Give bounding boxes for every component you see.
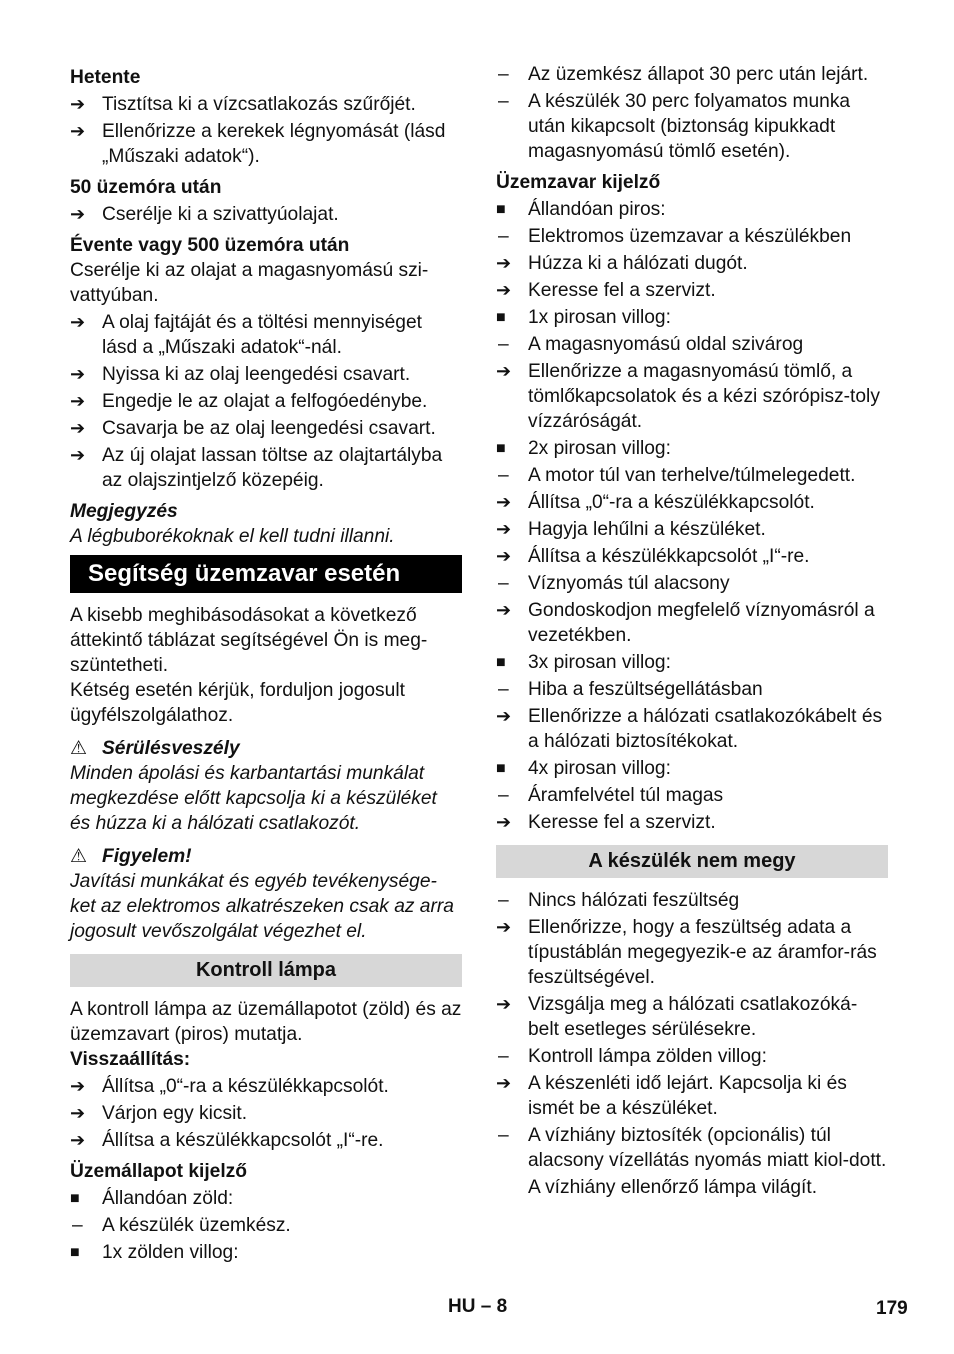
list-item xyxy=(70,1213,462,1238)
arrow-right-icon: ➔ xyxy=(496,519,512,539)
arrow-right-icon: ➔ xyxy=(70,94,86,114)
list-item-text: A motor túl van terhelve/túlmelegedett. xyxy=(528,465,856,486)
heading-status-display: Üzemállapot kijelző xyxy=(70,1161,247,1182)
list-item xyxy=(496,1071,888,1121)
list-reset xyxy=(70,1074,462,1153)
list-hetente xyxy=(70,92,462,169)
left-column xyxy=(70,60,462,1265)
heading-yearly: Évente vagy 500 üzemóra után xyxy=(70,235,350,256)
arrow-right-icon: ➔ xyxy=(70,391,86,411)
list-fault xyxy=(496,197,888,835)
list-item-text: Húzza ki a hálózati dugót. xyxy=(528,253,748,274)
list-item xyxy=(496,1044,888,1069)
list-item-text: Nincs hálózati feszültség xyxy=(528,890,740,911)
list-item-text: Állítsa „0“-ra a készülékkapcsolót. xyxy=(528,492,815,513)
warning-attention xyxy=(70,844,462,869)
list-item-text: Nyissa ki az olaj leengedési csavart. xyxy=(102,364,411,385)
list-status xyxy=(70,1186,462,1265)
paragraph-yearly: Cserélje ki az olajat a magasnyomású szi-vattyúban. xyxy=(70,260,429,306)
arrow-right-icon: ➔ xyxy=(70,445,86,465)
list-item xyxy=(496,915,888,990)
warning-injury-title: Sérülésveszély xyxy=(102,738,240,759)
list-item-text: Keresse fel a szervizt. xyxy=(528,280,716,301)
list-item-text: Az üzemkész állapot 30 perc után lejárt. xyxy=(528,64,869,85)
warning-attention-title: Figyelem! xyxy=(102,846,192,867)
list-item-text: Csavarja be az olaj leengedési csavart. xyxy=(102,418,436,439)
list-item-text: Cserélje ki a szivattyúolajat. xyxy=(102,204,339,225)
dash-icon: – xyxy=(498,64,509,85)
list-item-text: A olaj fajtáját és a töltési mennyiséget lásd a „Műszaki adatok“-nál. xyxy=(102,312,422,358)
list-item xyxy=(496,650,888,675)
list-item xyxy=(70,1240,462,1265)
list-item-text: Víznyomás túl alacsony xyxy=(528,573,730,594)
list-item xyxy=(496,278,888,303)
list-item-text: Állítsa „0“-ra a készülékkapcsolót. xyxy=(102,1076,389,1097)
list-item-text: 3x pirosan villog: xyxy=(528,652,671,673)
warning-triangle-icon: ⚠ xyxy=(70,738,88,759)
square-bullet-icon: ■ xyxy=(496,760,506,777)
warning-injury-text: Minden ápolási és karbantartási munkálat megkezdése előtt kapcsolja ki a készüléket és húzza ki a hálózati csatlakozót. xyxy=(70,763,437,834)
list-item xyxy=(70,1128,462,1153)
arrow-right-icon: ➔ xyxy=(496,994,512,1014)
list-item-text: Állandóan zöld: xyxy=(102,1188,234,1209)
list-item-text: Kontroll lámpa zölden villog: xyxy=(528,1046,767,1067)
list-item xyxy=(496,197,888,222)
list-item xyxy=(496,810,888,835)
arrow-right-icon: ➔ xyxy=(70,1130,86,1150)
list-item xyxy=(70,443,462,493)
arrow-right-icon: ➔ xyxy=(496,492,512,512)
list-item xyxy=(496,1123,888,1173)
note-title: Megjegyzés xyxy=(70,501,178,522)
list-device-not-running xyxy=(496,888,888,1173)
arrow-right-icon: ➔ xyxy=(70,418,86,438)
list-item xyxy=(496,463,888,488)
list-item xyxy=(70,1186,462,1211)
list-item-text: Ellenőrizze, hogy a feszültség adata a típustáblán megegyezik-e az áramfor-rás feszültségével. xyxy=(528,917,877,988)
dash-icon: – xyxy=(72,1215,83,1236)
arrow-right-icon: ➔ xyxy=(70,1103,86,1123)
list-item xyxy=(496,598,888,648)
list-item-text: Gondoskodjon megfelelő víznyomásról a vezetékben. xyxy=(528,600,875,646)
list-item xyxy=(496,224,888,249)
list-item xyxy=(496,359,888,434)
dash-icon: – xyxy=(498,1046,509,1067)
list-item-text: 1x zölden villog: xyxy=(102,1242,239,1263)
list-item-text: Ellenőrizze a magasnyomású tömlő, a tömlőkapcsolatok és a kézi szórópisz-toly vízzáróságát. xyxy=(528,361,880,432)
dash-icon: – xyxy=(498,679,509,700)
warning-attention-text: Javítási munkákat és egyéb tevékenysége-ket az elektromos alkatrészeken csak az arra jogosult vevőszolgálat végezhet el. xyxy=(70,871,454,942)
list-item-text: Hagyja lehűlni a készüléket. xyxy=(528,519,766,540)
square-bullet-icon: ■ xyxy=(496,201,506,218)
list-item xyxy=(70,1074,462,1099)
dash-icon: – xyxy=(498,334,509,355)
arrow-right-icon: ➔ xyxy=(496,361,512,381)
arrow-right-icon: ➔ xyxy=(496,600,512,620)
list-item-text: 1x pirosan villog: xyxy=(528,307,671,328)
list-item xyxy=(70,92,462,117)
square-bullet-icon: ■ xyxy=(496,309,506,326)
list-item xyxy=(496,992,888,1042)
list-item xyxy=(496,436,888,461)
list-item-text: A készülék 30 perc folyamatos munka után kikapcsolt (biztonság kipukkadt magasnyomású tömlő esetén). xyxy=(528,91,851,162)
list-item-text: A készülék üzemkész. xyxy=(102,1215,291,1236)
heading-50-hours: 50 üzemóra után xyxy=(70,177,222,198)
list-item-text: Keresse fel a szervizt. xyxy=(528,812,716,833)
dash-icon: – xyxy=(498,91,509,112)
list-item xyxy=(496,490,888,515)
list-item-text: Állandóan piros: xyxy=(528,199,666,220)
list-item-text: Ellenőrizze a hálózati csatlakozókábelt és a hálózati biztosítékokat. xyxy=(528,706,883,752)
list-item xyxy=(70,389,462,414)
right-column xyxy=(496,60,888,1200)
intro-paragraph-1: A kisebb meghibásodásokat a következő áttekintő táblázat segítségével Ön is meg-szüntetheti. xyxy=(70,605,428,676)
list-item-text: Állítsa a készülékkapcsolót „I“-re. xyxy=(102,1130,384,1151)
arrow-right-icon: ➔ xyxy=(496,280,512,300)
warning-injury xyxy=(70,736,462,761)
arrow-right-icon: ➔ xyxy=(496,1073,512,1093)
square-bullet-icon: ■ xyxy=(70,1244,80,1261)
list-status-continued xyxy=(496,62,888,164)
control-lamp-text: A kontroll lámpa az üzemállapotot (zöld) és az üzemzavart (piros) mutatja. xyxy=(70,999,462,1045)
square-bullet-icon: ■ xyxy=(70,1190,80,1207)
section-title: Segítség üzemzavar esetén xyxy=(70,555,462,593)
arrow-right-icon: ➔ xyxy=(70,312,86,332)
list-item-text: Áramfelvétel túl magas xyxy=(528,785,724,806)
arrow-right-icon: ➔ xyxy=(70,121,86,141)
arrow-right-icon: ➔ xyxy=(496,706,512,726)
list-item xyxy=(70,119,462,169)
square-bullet-icon: ■ xyxy=(496,654,506,671)
arrow-right-icon: ➔ xyxy=(496,917,512,937)
list-item xyxy=(496,571,888,596)
list-item xyxy=(496,704,888,754)
list-item xyxy=(496,251,888,276)
list-50-hours xyxy=(70,202,462,227)
list-item-text: 2x pirosan villog: xyxy=(528,438,671,459)
list-item-text: Hiba a feszültségellátásban xyxy=(528,679,763,700)
list-item xyxy=(496,517,888,542)
list-item-text: Az új olajat lassan töltse az olajtartályba az olajszintjelző közepéig. xyxy=(102,445,443,491)
dash-icon: – xyxy=(498,573,509,594)
intro-paragraph-2: Kétség esetén kérjük, forduljon jogosult ügyfélszolgálathoz. xyxy=(70,680,405,726)
list-item-text: 4x pirosan villog: xyxy=(528,758,671,779)
list-item xyxy=(70,310,462,360)
dash-icon: – xyxy=(498,226,509,247)
dash-icon: – xyxy=(498,785,509,806)
dash-icon: – xyxy=(498,1125,509,1146)
list-item xyxy=(496,677,888,702)
list-yearly xyxy=(70,310,462,493)
list-item-text: Vizsgálja meg a hálózati csatlakozóká-belt esetleges sérülésekre. xyxy=(528,994,858,1040)
arrow-right-icon: ➔ xyxy=(496,812,512,832)
list-item xyxy=(70,1101,462,1126)
water-shortage-note: A vízhiány ellenőrző lámpa világít. xyxy=(528,1177,818,1198)
subsection-device-not-running: A készülék nem megy xyxy=(496,845,888,878)
arrow-right-icon: ➔ xyxy=(496,253,512,273)
heading-reset: Visszaállítás: xyxy=(70,1049,191,1070)
list-item xyxy=(496,305,888,330)
list-item xyxy=(496,783,888,808)
dash-icon: – xyxy=(498,465,509,486)
list-item xyxy=(496,888,888,913)
arrow-right-icon: ➔ xyxy=(70,364,86,384)
heading-fault-display: Üzemzavar kijelző xyxy=(496,172,661,193)
list-item-text: A magasnyomású oldal szivárog xyxy=(528,334,804,355)
subsection-control-lamp: Kontroll lámpa xyxy=(70,954,462,987)
list-item-text: Tisztítsa ki a vízcsatlakozás szűrőjét. xyxy=(102,94,416,115)
list-item xyxy=(496,756,888,781)
footer-language-page: HU – 8 xyxy=(448,1296,508,1317)
arrow-right-icon: ➔ xyxy=(70,204,86,224)
list-item-text: Ellenőrizze a kerekek légnyomását (lásd „Műszaki adatok“). xyxy=(102,121,446,167)
list-item xyxy=(70,416,462,441)
arrow-right-icon: ➔ xyxy=(70,1076,86,1096)
list-item-text: Várjon egy kicsit. xyxy=(102,1103,248,1124)
list-item xyxy=(496,62,888,87)
heading-hetente: Hetente xyxy=(70,67,141,88)
note-text: A légbuborékoknak el kell tudni illanni. xyxy=(70,526,395,547)
warning-triangle-icon: ⚠ xyxy=(70,846,88,867)
list-item xyxy=(496,544,888,569)
list-item xyxy=(70,362,462,387)
list-item xyxy=(70,202,462,227)
list-item-text: Elektromos üzemzavar a készülékben xyxy=(528,226,852,247)
list-item xyxy=(496,332,888,357)
list-item xyxy=(496,89,888,164)
list-item-text: A készenléti idő lejárt. Kapcsolja ki és ismét be a készüléket. xyxy=(528,1073,847,1119)
list-item-text: Engedje le az olajat a felfogóedénybe. xyxy=(102,391,428,412)
list-item-text: Állítsa a készülékkapcsolót „I“-re. xyxy=(528,546,810,567)
square-bullet-icon: ■ xyxy=(496,440,506,457)
list-item-text: A vízhiány biztosíték (opcionális) túl alacsony vízellátás nyomás miatt kiol-dott. xyxy=(528,1125,887,1171)
arrow-right-icon: ➔ xyxy=(496,546,512,566)
footer-page-number: 179 xyxy=(876,1298,908,1319)
dash-icon: – xyxy=(498,890,509,911)
